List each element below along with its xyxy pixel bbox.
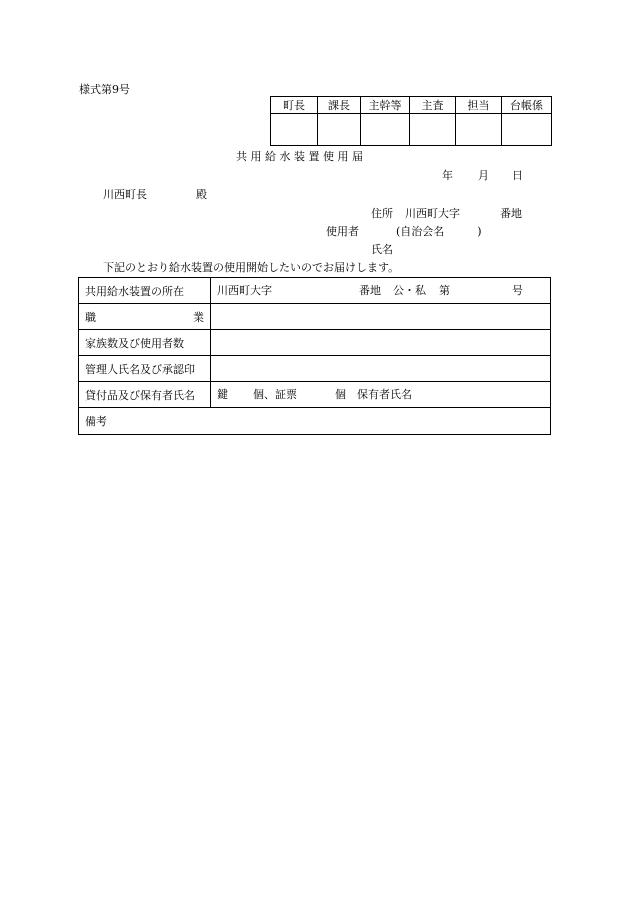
stamp-cell <box>502 114 552 146</box>
table-row <box>79 304 551 330</box>
date-month: 月 <box>478 169 489 182</box>
table-row <box>79 382 551 408</box>
location-dai: 第 <box>439 283 450 297</box>
approval-header-ledger: 台帳係 <box>502 97 552 114</box>
manager-value <box>211 356 551 382</box>
stamp-cell <box>361 114 410 146</box>
approval-header-staff: 担当 <box>456 97 502 114</box>
occupation-label <box>79 304 211 330</box>
location-value <box>211 278 551 304</box>
stamp-cell <box>456 114 502 146</box>
approval-header-chief: 主幹等 <box>361 97 410 114</box>
approval-header-section-chief: 課長 <box>318 97 361 114</box>
association-name: (自治会名 ) <box>396 225 482 238</box>
key-label: 鍵 <box>217 387 228 401</box>
household-label: 家族数及び使用者数 <box>79 330 211 356</box>
stamp-cell <box>318 114 361 146</box>
approval-header-mayor: 町長 <box>271 97 318 114</box>
form-number: 様式第9号 <box>79 83 130 96</box>
address-value: 川西町大字 <box>405 207 460 220</box>
occupation-label-b: 業 <box>193 310 204 324</box>
form-title: 共 用 給 水 装 置 使 用 届 <box>236 150 363 163</box>
lent-items-label: 貸付品及び保有者氏名 <box>79 382 211 408</box>
location-public-private: 公・私 <box>393 283 426 297</box>
approval-header-inspector: 主査 <box>410 97 456 114</box>
remarks-label: 備考 <box>79 408 551 435</box>
user-label: 使用者 <box>326 225 359 238</box>
table-row <box>79 356 551 382</box>
address-suffix: 番地 <box>500 207 522 220</box>
manager-label: 管理人氏名及び承認印 <box>79 356 211 382</box>
table-row <box>79 330 551 356</box>
addressee-name: 川西町長 <box>103 188 147 201</box>
cert-count-label: 個 <box>335 387 346 401</box>
occupation-value <box>211 304 551 330</box>
location-label: 共用給水装置の所在 <box>79 278 211 304</box>
household-value <box>211 330 551 356</box>
location-go: 号 <box>512 283 523 297</box>
stamp-cell <box>271 114 318 146</box>
addressee-honorific: 殿 <box>196 188 207 201</box>
location-prefix: 川西町大字 <box>217 283 272 297</box>
holder-label: 保有者氏名 <box>357 387 412 401</box>
lent-items-value <box>211 382 551 408</box>
table-row <box>79 408 551 435</box>
main-table <box>78 277 551 435</box>
table-row <box>79 278 551 304</box>
address-label: 住所 <box>371 207 393 220</box>
approval-table <box>270 96 552 146</box>
key-count-label: 個、証票 <box>253 387 297 401</box>
stamp-cell <box>410 114 456 146</box>
occupation-label-a: 職 <box>85 310 96 324</box>
name-label: 氏名 <box>371 243 393 256</box>
date-day: 日 <box>512 169 523 182</box>
date-year: 年 <box>442 169 453 182</box>
location-banchi: 番地 <box>359 283 381 297</box>
intro-text: 下記のとおり給水装置の使用開始したいのでお届けします。 <box>103 261 400 274</box>
